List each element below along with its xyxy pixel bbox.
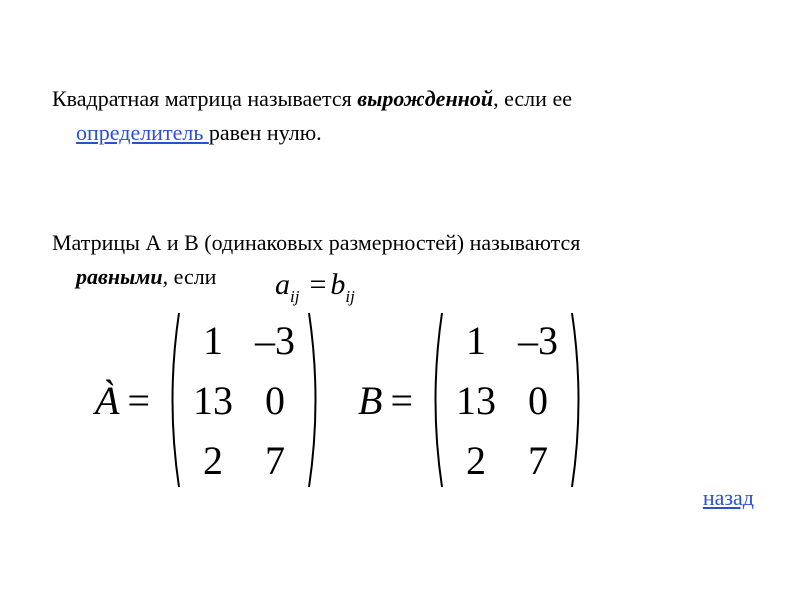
matrix-cell: 0 xyxy=(528,377,548,423)
formula-lhs-subscript: ij xyxy=(290,287,300,306)
right-parenthesis-icon xyxy=(306,310,324,490)
matrix-b-equals: = xyxy=(390,377,413,423)
matrix-a-equals: = xyxy=(127,377,150,423)
term-equal: равными xyxy=(76,264,163,289)
formula-lhs: a xyxy=(275,268,290,301)
formula-rhs-subscript: ij xyxy=(345,287,355,306)
matrix-cell: 1 xyxy=(466,317,486,363)
matrix-b-equation xyxy=(358,310,587,490)
def2-text-start: Матрицы А и В (одинаковых размерностей) называются xyxy=(52,230,581,255)
term-singular: вырожденной xyxy=(357,86,494,111)
back-link[interactable]: назад xyxy=(702,485,754,510)
matrix-b xyxy=(427,310,587,490)
matrix-cell: 7 xyxy=(265,437,285,483)
matrix-a-name: À xyxy=(95,377,120,423)
matrix-cell: 2 xyxy=(466,437,486,483)
matrix-cell: 13 xyxy=(193,377,233,423)
matrix-cell: –3 xyxy=(255,317,295,363)
matrix-b-name: B xyxy=(358,377,383,423)
matrix-cell: –3 xyxy=(518,317,558,363)
matrix-a xyxy=(164,310,324,490)
equality-condition-formula xyxy=(275,268,355,307)
left-parenthesis-icon xyxy=(164,310,182,490)
matrix-cell: 7 xyxy=(528,437,548,483)
matrix-b-cells xyxy=(445,310,569,490)
left-parenthesis-icon xyxy=(427,310,445,490)
matrix-cell: 1 xyxy=(203,317,223,363)
matrix-cell: 2 xyxy=(203,437,223,483)
matrix-cell: 13 xyxy=(456,377,496,423)
formula-equals: = xyxy=(309,268,327,301)
matrix-a-cells xyxy=(182,310,306,490)
def1-second-line xyxy=(52,116,572,150)
def1-text-start: Квадратная матрица называется xyxy=(52,86,358,111)
def2-text-end: , если xyxy=(162,264,217,289)
formula-rhs: b xyxy=(330,268,346,301)
matrix-a-equation xyxy=(95,310,324,490)
def1-text-end: равен нулю. xyxy=(208,120,322,145)
matrix-cell: 0 xyxy=(265,377,285,423)
singular-matrix-definition xyxy=(52,82,572,150)
right-parenthesis-icon xyxy=(569,310,587,490)
determinant-link[interactable]: определитель xyxy=(76,120,209,145)
def1-text-mid: , если ее xyxy=(493,86,572,111)
